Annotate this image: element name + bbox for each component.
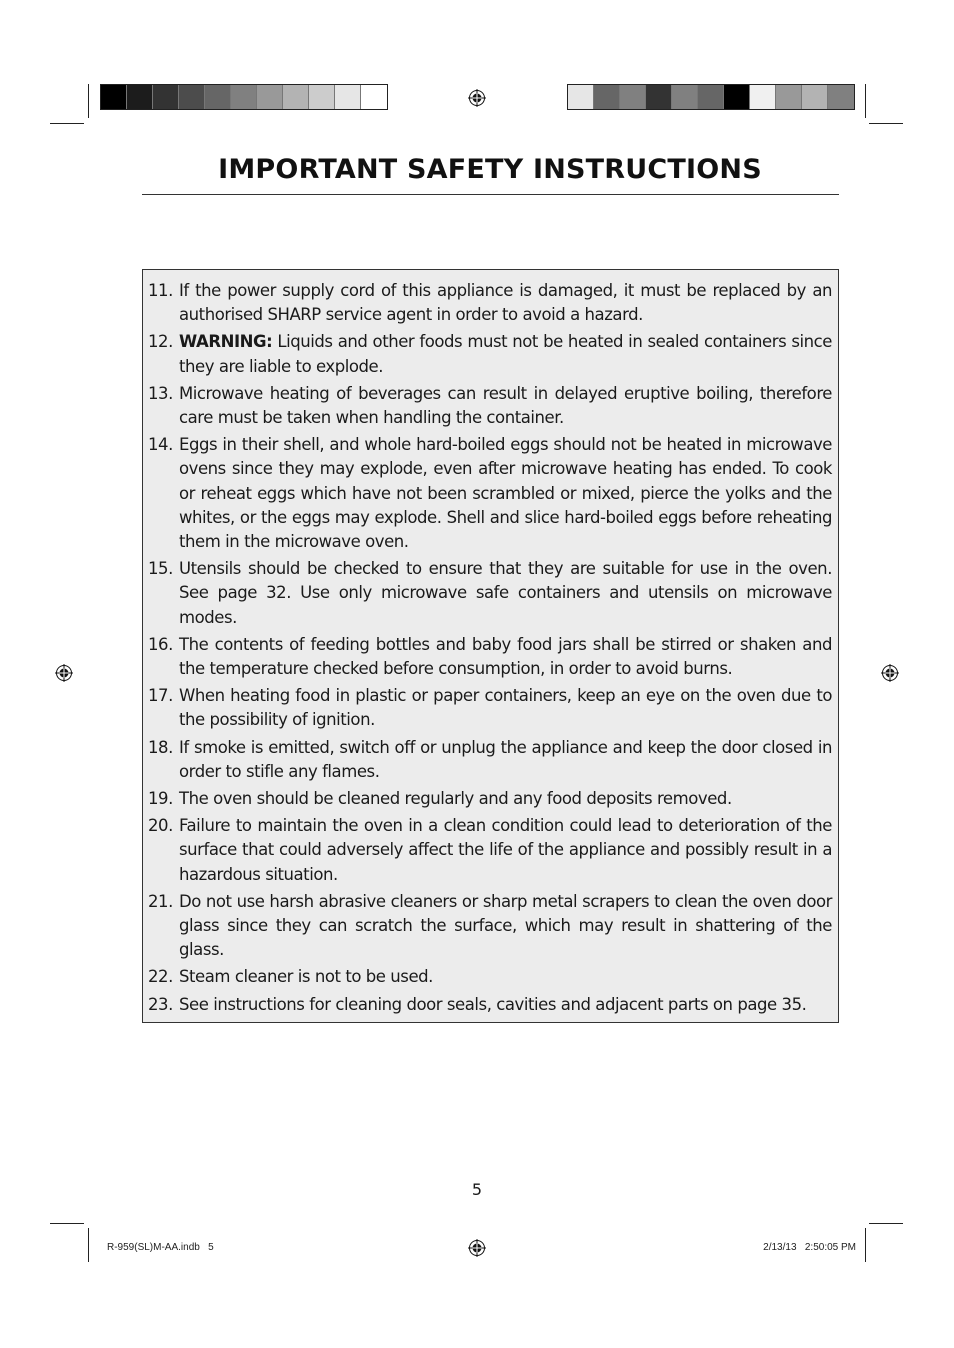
item-number: 18. [148, 737, 173, 757]
item-text: Utensils should be checked to ensure that they are suitable for use in the oven. See page 32. Use only microwave safe containers and utensils on microwave modes. [179, 559, 832, 627]
crop-mark [50, 123, 84, 124]
item-number: 17. [148, 686, 173, 706]
registration-mark-icon [468, 89, 486, 107]
color-swatch [335, 85, 361, 109]
color-swatch [750, 85, 776, 109]
color-swatch [672, 85, 698, 109]
color-swatch [127, 85, 153, 109]
list-item [148, 382, 832, 430]
title-underline [142, 194, 839, 195]
list-item [148, 557, 832, 630]
item-text: When heating food in plastic or paper containers, keep an eye on the oven due to the possibility of ignition. [179, 686, 832, 730]
item-text: Do not use harsh abrasive cleaners or sharp metal scrapers to clean the oven door glass since they can scratch the surface, which may result in shattering of the glass. [179, 891, 832, 960]
item-text: Steam cleaner is not to be used. [179, 967, 433, 987]
color-swatch [802, 85, 828, 109]
item-text: If smoke is emitted, switch off or unplug the appliance and keep the door closed in order to stifle any flames. [179, 737, 832, 781]
warning-label: WARNING: [179, 332, 273, 352]
item-text: Failure to maintain the oven in a clean condition could lead to deterioration of the surface that could adversely affect the life of the appliance and possibly result in a hazardous situation. [179, 816, 832, 884]
page-title: IMPORTANT SAFETY INSTRUCTIONS [218, 154, 762, 185]
list-item [148, 433, 832, 554]
item-text: Microwave heating of beverages can result in delayed eruptive boiling, therefore care must be taken when handling the container. [179, 383, 832, 428]
color-calibration-bar-right [567, 84, 855, 110]
color-swatch [646, 85, 672, 109]
item-number: 12. [148, 332, 173, 352]
safety-instructions-list [148, 279, 832, 1020]
crop-mark [869, 1223, 903, 1224]
color-swatch [724, 85, 750, 109]
color-calibration-bar-left [100, 84, 388, 110]
registration-mark-icon [468, 1239, 486, 1257]
item-number: 15. [148, 559, 173, 579]
color-swatch [153, 85, 179, 109]
crop-mark [869, 123, 903, 124]
registration-mark-icon [881, 664, 899, 682]
crop-mark [865, 84, 866, 118]
color-swatch [620, 85, 646, 109]
color-swatch [283, 85, 309, 109]
color-swatch [828, 85, 854, 109]
page-number: 5 [471, 1180, 483, 1199]
item-number: 11. [148, 281, 173, 300]
item-text: If the power supply cord of this appliance is damaged, it must be replaced by an authorised SHARP service agent in order to avoid a hazard. [179, 281, 832, 325]
item-number: 21. [148, 891, 173, 911]
list-item [148, 814, 832, 887]
color-swatch [179, 85, 205, 109]
list-item [148, 736, 832, 784]
item-number: 23. [148, 994, 173, 1014]
item-number: 13. [148, 383, 173, 403]
registration-mark-icon [55, 664, 73, 682]
color-swatch [205, 85, 231, 109]
item-number: 16. [148, 634, 173, 654]
item-text: Liquids and other foods must not be heated in sealed containers since they are liable to explode. [179, 332, 832, 376]
color-swatch [361, 85, 387, 109]
item-number: 22. [148, 967, 173, 987]
item-number: 19. [148, 789, 173, 809]
color-swatch [698, 85, 724, 109]
item-text: Eggs in their shell, and whole hard-boiled eggs should not be heated in microwave ovens since they may explode, even after microwave heating has ended. To cook or reheat eggs which have not been scrambled or mixed, pierce the yolks and the whites, or the eggs may explode. Shell and slice hard-boiled eggs before reheating them in the microwave oven. [179, 435, 832, 552]
list-item [148, 684, 832, 732]
crop-mark [50, 1223, 84, 1224]
color-swatch [309, 85, 335, 109]
item-text: See instructions for cleaning door seals, cavities and adjacent parts on page 35. [179, 994, 807, 1014]
color-swatch [257, 85, 283, 109]
item-text: The contents of feeding bottles and baby food jars shall be stirred or shaken and the temperature checked before consumption, in order to avoid burns. [179, 634, 832, 679]
crop-mark [865, 1228, 866, 1262]
color-swatch [231, 85, 257, 109]
item-number: 14. [148, 435, 173, 455]
color-swatch [594, 85, 620, 109]
list-item [148, 787, 832, 811]
footer-filename: R-959(SL)M-AA.indb 5 [107, 1242, 214, 1253]
item-number: 20. [148, 816, 173, 836]
color-swatch [568, 85, 594, 109]
list-item [148, 330, 832, 378]
list-item [148, 633, 832, 681]
list-item [148, 993, 832, 1017]
crop-mark [88, 84, 89, 118]
crop-mark [88, 1228, 89, 1262]
list-item [148, 890, 832, 963]
list-item [148, 965, 832, 989]
list-item [148, 279, 832, 327]
footer-timestamp: 2/13/13 2:50:05 PM [763, 1242, 856, 1253]
item-text: The oven should be cleaned regularly and any food deposits removed. [179, 789, 732, 809]
color-swatch [101, 85, 127, 109]
safety-instructions-box [142, 269, 839, 1023]
color-swatch [776, 85, 802, 109]
